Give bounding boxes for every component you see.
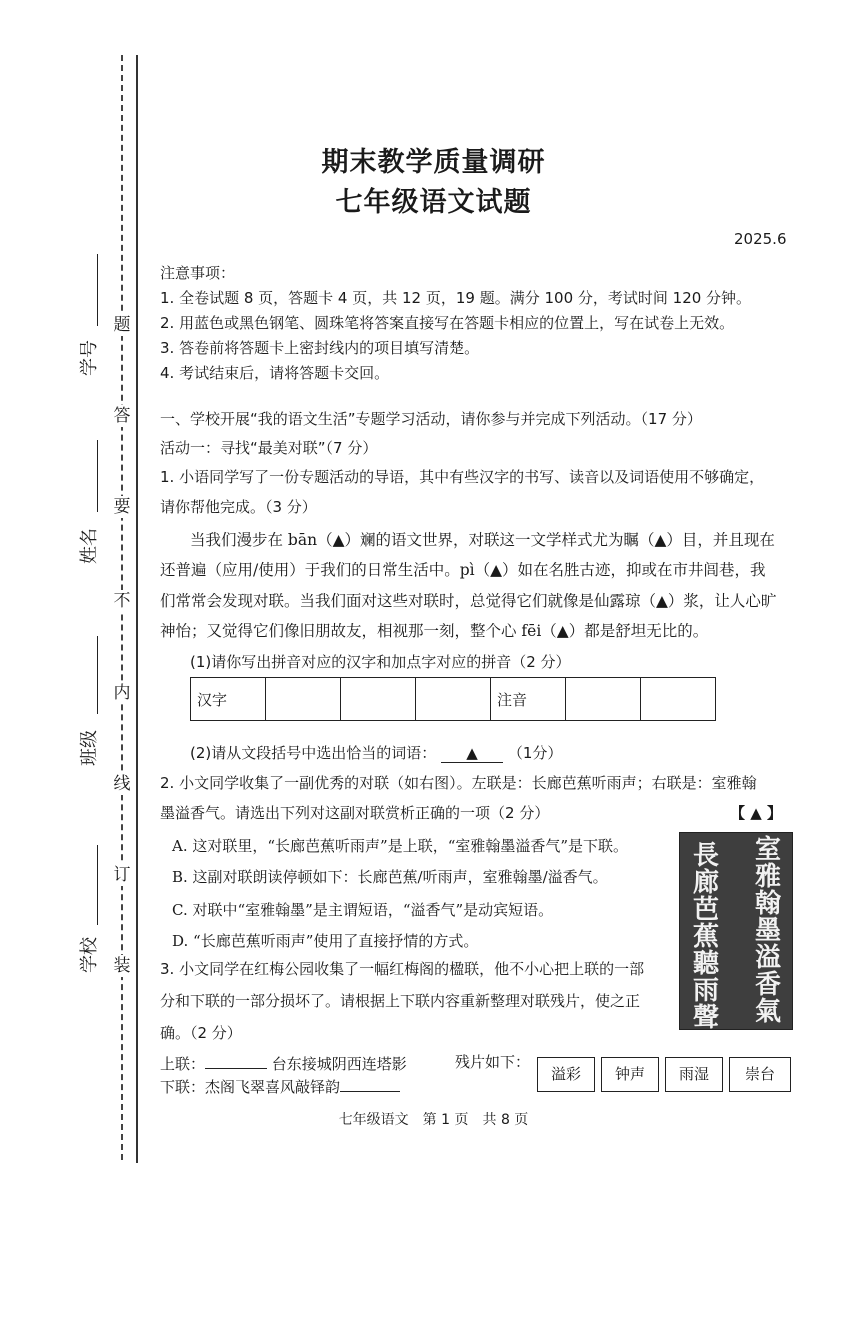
school-field[interactable] [97, 845, 98, 925]
answer-cell[interactable] [641, 678, 716, 721]
fragment-card[interactable]: 钟声 [601, 1057, 659, 1092]
fragment-card[interactable]: 雨湿 [665, 1057, 723, 1092]
lower-blank[interactable] [340, 1091, 400, 1092]
option-b[interactable]: B. 这副对联朗读停顿如下：长廊芭蕉/听雨声，室雅翰墨/溢香气。 [172, 868, 608, 886]
seal-char: 答 [111, 405, 133, 427]
exam-date: 2025.6 [734, 230, 787, 248]
student-id-label: 学号 [79, 340, 100, 376]
note-item: 3. 答卷前将答题卡上密封线内的项目填写清楚。 [160, 339, 480, 357]
exam-subtitle: 七年级语文试题 [335, 187, 532, 218]
pinyin-label: 注音 [491, 678, 566, 721]
student-name-field[interactable] [97, 440, 98, 512]
answer-cell[interactable] [266, 678, 341, 721]
note-item: 2. 用蓝色或黑色钢笔、圆珠笔将答案直接写在答题卡相应的位置上，写在试卷上无效。 [160, 314, 735, 332]
class-field[interactable] [97, 636, 98, 714]
student-name-label: 姓名 [79, 528, 100, 564]
upper-text: 台东接城阴西连塔影 [271, 1055, 407, 1073]
passage-line: 们常常会发现对联。当我们面对这些对联时，总觉得它们就像是仙露琼（▲）浆，让人心旷 [160, 592, 777, 610]
subquestion-2-prefix: (2)请从文段括号中选出恰当的词语： [190, 744, 437, 762]
question-3-text: 3. 小文同学在红梅公园收集了一幅红梅阁的楹联，他不小心把上联的一部 [160, 960, 645, 978]
option-d[interactable]: D. “长廊芭蕉听雨声”使用了直接抒情的方式。 [172, 932, 479, 950]
seal-char: 题 [111, 314, 133, 336]
fragments-label: 残片如下： [455, 1053, 531, 1071]
seal-char: 要 [111, 496, 133, 518]
seal-char: 线 [111, 773, 133, 795]
subquestion-1: (1)请你写出拼音对应的汉字和加点字对应的拼音（2 分） [190, 653, 571, 671]
notes-heading: 注意事项： [160, 264, 236, 282]
upper-label: 上联： [160, 1055, 206, 1073]
question-1-text: 1. 小语同学写了一份专题活动的导语，其中有些汉字的书写、读音以及词语使用不够确定， [160, 468, 765, 486]
subquestion-2 [190, 742, 562, 763]
answer-cell[interactable] [566, 678, 641, 721]
passage-line: 还普遍（应用/使用）于我们的日常生活中。pì（▲）如在名胜古迹，抑或在市井闾巷，我 [160, 561, 766, 579]
lower-couplet [160, 1076, 400, 1097]
passage-line: 当我们漫步在 bān（▲）斓的语文世界，对联这一文学样式尤为瞩（▲）目，并且现在 [190, 531, 775, 549]
page-footer: 七年级语文 第 1 页 共 8 页 [338, 1112, 529, 1128]
fragment-card[interactable]: 崇台 [729, 1057, 791, 1092]
fragment-card[interactable]: 溢彩 [537, 1057, 595, 1092]
answer-cell[interactable] [416, 678, 491, 721]
upper-blank[interactable] [205, 1068, 267, 1069]
couplet-right-text [746, 837, 790, 1026]
seal-char: 订 [111, 864, 133, 886]
question-2-text: 墨溢香气。请选出下列对这副对联赏析正确的一项（2 分） [160, 804, 550, 822]
answer-table [190, 677, 716, 721]
answer-cell[interactable] [341, 678, 416, 721]
seal-char: 装 [111, 955, 133, 977]
couplet-photo [679, 832, 793, 1030]
activity-heading: 活动一：寻找“最美对联”（7 分） [160, 439, 378, 457]
note-item: 1. 全卷试题 8 页，答题卡 4 页，共 12 页，19 题。满分 100 分，考试时间 120 分钟。 [160, 289, 752, 307]
couplet-left-text [684, 843, 728, 1030]
upper-couplet [160, 1053, 407, 1074]
lower-text: 下联：杰阁飞翠喜风敲铎韵 [160, 1078, 341, 1096]
question-3-text: 确。（2 分） [160, 1024, 242, 1042]
question-1-text: 请你帮他完成。（3 分） [160, 498, 317, 516]
section-heading: 一、学校开展“我的语文生活”专题学习活动，请你参与并完成下列活动。（17 分） [160, 410, 702, 428]
note-item: 4. 考试结束后，请将答题卡交回。 [160, 364, 390, 382]
passage-line: 神怡；又觉得它们像旧朋故友，相视那一刻，整个心 fēi（▲）都是舒坦无比的。 [160, 622, 709, 640]
couplet-right: 室雅翰墨溢香氣 [754, 835, 781, 1027]
school-label: 学校 [79, 937, 100, 973]
hanzi-label: 汉字 [191, 678, 266, 721]
class-label: 班级 [79, 730, 100, 766]
couplet-left: 長廊芭蕉聽雨聲 [692, 841, 719, 1030]
question-2-text: 2. 小文同学收集了一副优秀的对联（如右图）。左联是：长廊芭蕉听雨声；右联是：室雅翰 [160, 774, 757, 792]
seal-char: 不 [111, 590, 133, 612]
seal-char: 内 [111, 682, 133, 704]
exam-title: 期末教学质量调研 [321, 147, 546, 178]
answer-blank[interactable]: ▲ [441, 744, 503, 763]
answer-bracket[interactable]: 【 ▲ 】 [730, 804, 782, 822]
margin-rule [136, 55, 138, 1163]
option-c[interactable]: C. 对联中“室雅翰墨”是主谓短语，“溢香气”是动宾短语。 [172, 901, 554, 919]
option-a[interactable]: A. 这对联里，“长廊芭蕉听雨声”是上联，“室雅翰墨溢香气”是下联。 [172, 837, 629, 855]
student-id-field[interactable] [97, 254, 98, 326]
question-3-text: 分和下联的一部分损坏了。请根据上下联内容重新整理对联残片，使之正 [160, 992, 641, 1010]
subquestion-2-score: （1分） [507, 744, 563, 762]
